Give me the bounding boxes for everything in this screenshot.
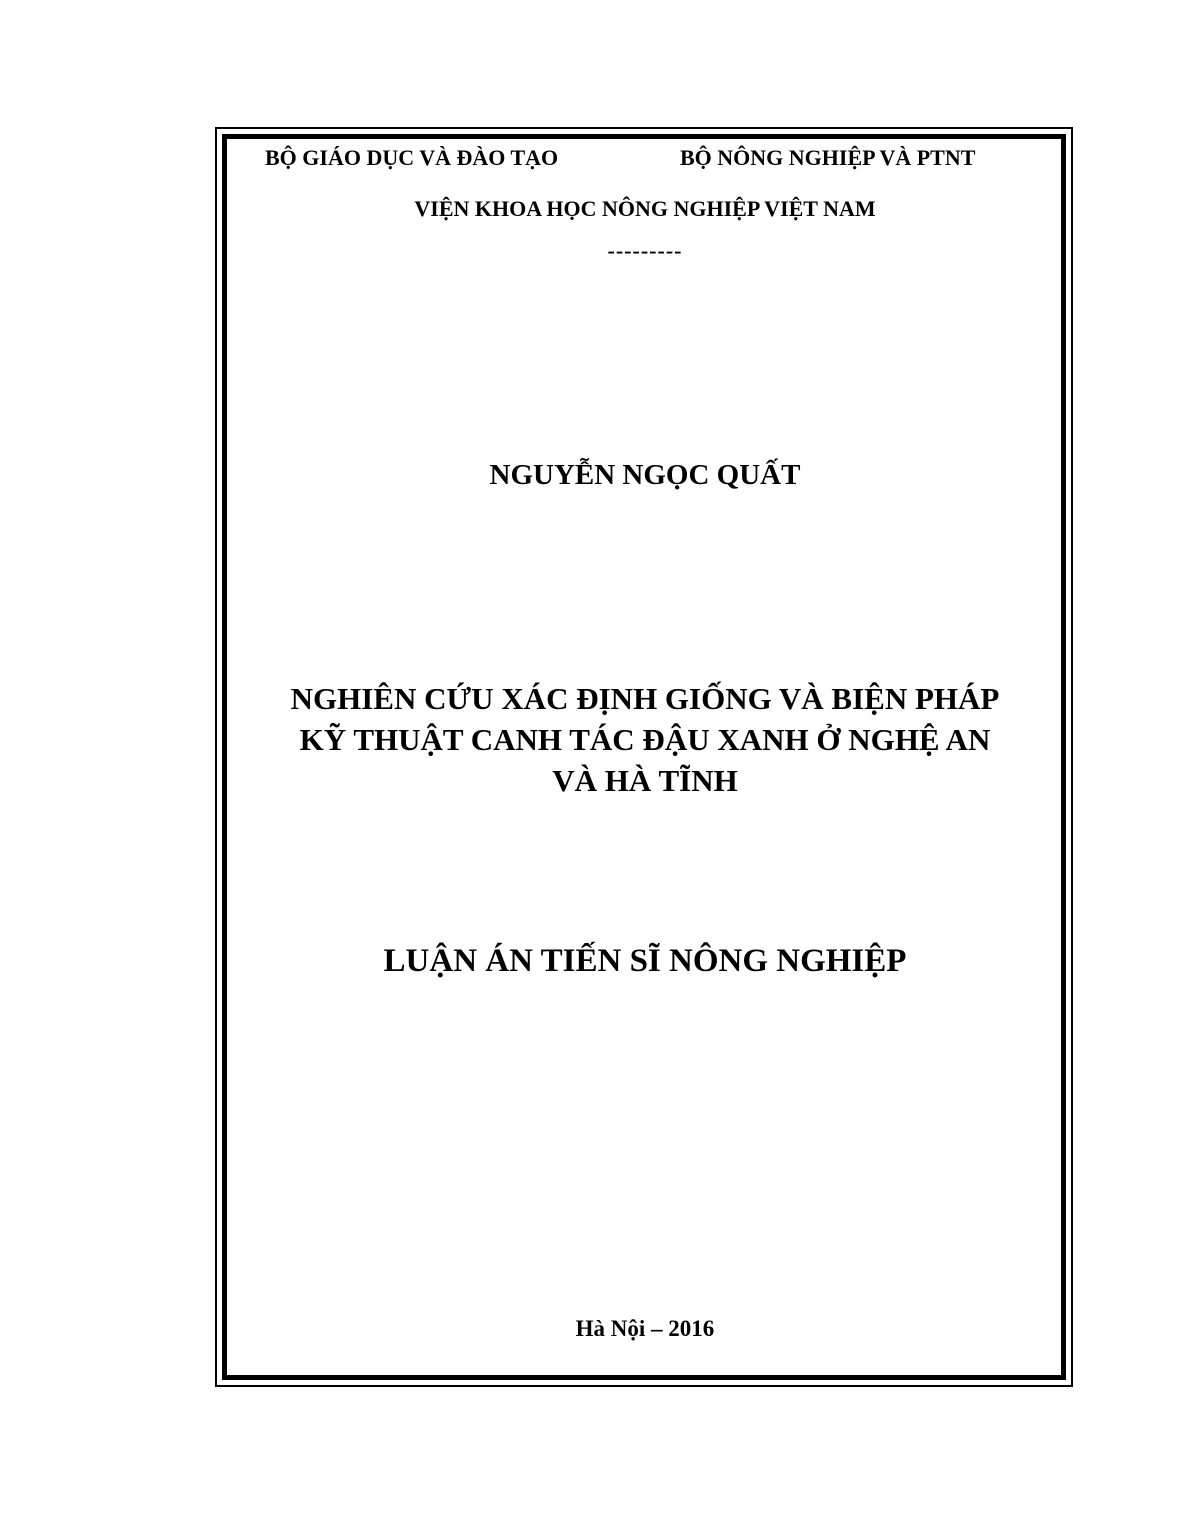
- ministry-agriculture: BỘ NÔNG NGHIỆP VÀ PTNT: [680, 145, 976, 170]
- thesis-title-line-2: KỸ THUẬT CANH TÁC ĐẬU XANH Ở NGHỆ AN: [299, 722, 991, 757]
- ministry-education: BỘ GIÁO DỤC VÀ ĐÀO TẠO: [265, 145, 559, 170]
- place-and-year: Hà Nội – 2016: [575, 1316, 715, 1341]
- thesis-title-line-1: NGHIÊN CỨU XÁC ĐỊNH GIỐNG VÀ BIỆN PHÁP: [290, 681, 1000, 716]
- degree-label: LUẬN ÁN TIẾN SĨ NÔNG NGHIỆP: [383, 943, 907, 979]
- thesis-title: [0, 678, 1190, 801]
- thesis-title-line-3: VÀ HÀ TĨNH: [552, 763, 738, 798]
- author-name: NGUYỄN NGỌC QUẤT: [489, 459, 801, 491]
- institute-name: VIỆN KHOA HỌC NÔNG NGHIỆP VIỆT NAM: [414, 196, 876, 221]
- header-separator: ---------: [607, 238, 683, 263]
